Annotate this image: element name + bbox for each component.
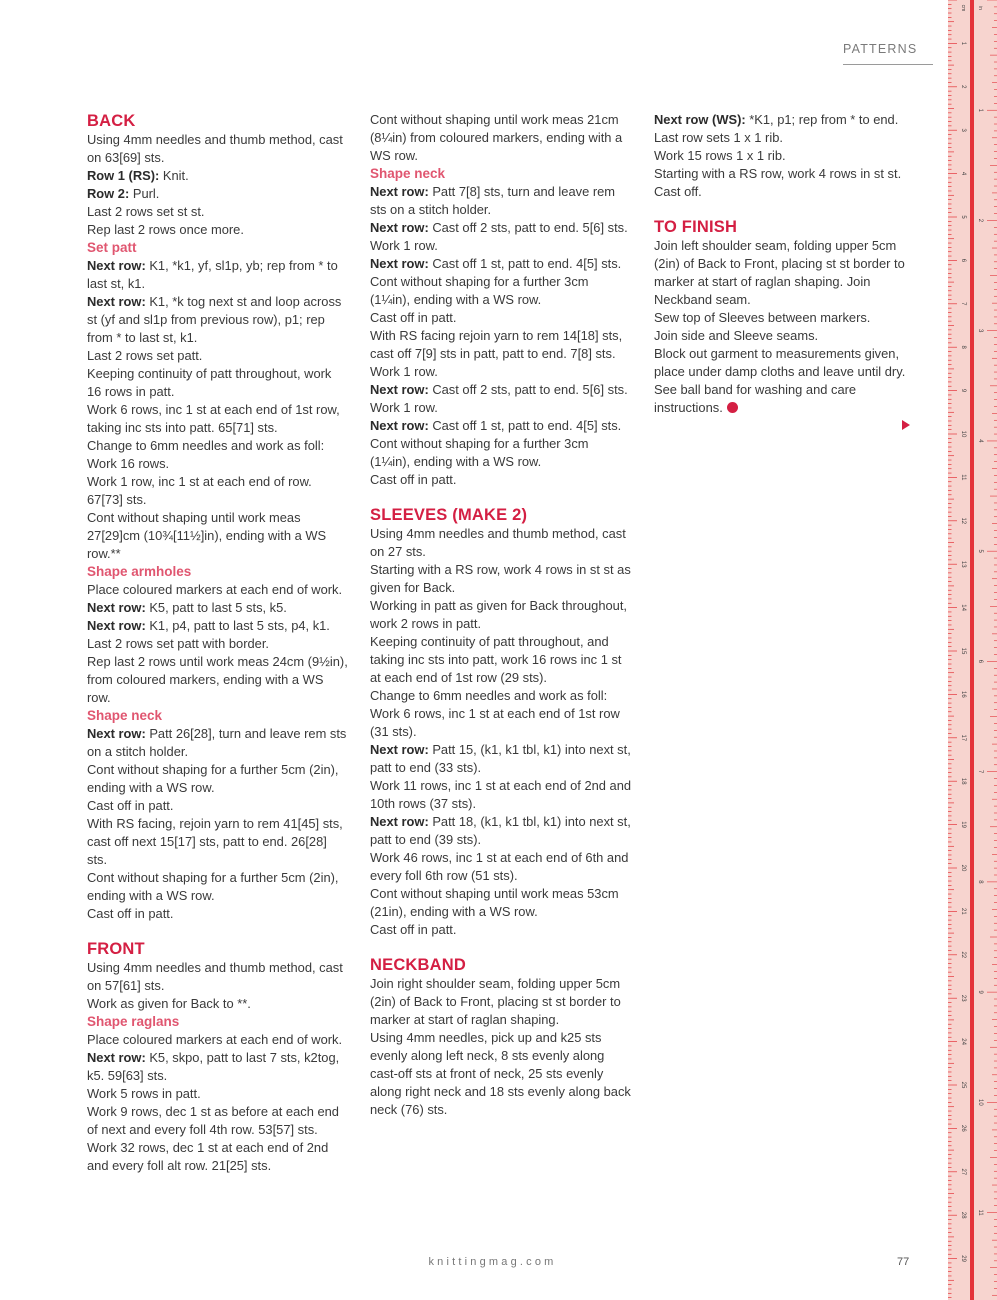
row-label: Next row:	[87, 600, 146, 615]
front-row	[370, 417, 632, 435]
back-text: Change to 6mm needles and work as foll:	[87, 438, 325, 453]
ruler-cm-label: 19	[960, 821, 966, 828]
back-text: With RS facing, rejoin yarn to rem 41[45] sts, cast off next 15[17] sts, patt to end. 26[28] sts.	[87, 816, 343, 867]
back-text: Cast off in patt.	[87, 798, 174, 813]
back-text: Last 2 rows set patt with border.	[87, 636, 269, 651]
back-text: Cast off in patt.	[87, 906, 174, 921]
ruler-inch-label: 1	[977, 108, 983, 112]
row-text: Cast off 2 sts, patt to end. 5[6] sts.	[428, 220, 628, 235]
row-label: Row 1 (RS):	[87, 168, 160, 183]
ruler-cm-label: 4	[960, 171, 966, 176]
back-text: Work 6 rows, inc 1 st at each end of 1st row, taking inc sts into patt. 65[71] sts.	[87, 402, 340, 435]
ruler-cm-label: 20	[960, 864, 966, 872]
row-text: *K1, p1; rep from * to end.	[745, 112, 899, 127]
row-label: Next row:	[370, 418, 429, 433]
ruler-inch-label: 11	[977, 1209, 983, 1216]
back-heading: BACK	[87, 112, 136, 130]
neckband-text: Join right shoulder seam, folding upper 5cm (2in) of Back to Front, placing st st border to marker at start of raglan shaping.	[370, 976, 621, 1027]
sleeves-heading: SLEEVES (MAKE 2)	[370, 506, 528, 524]
ruler-cm-label: 6	[960, 258, 966, 263]
row-label: Next row (WS):	[654, 112, 746, 127]
ruler-cm-label: 18	[960, 777, 966, 785]
back-text: Cont without shaping for a further 5cm (2in), ending with a WS row.	[87, 762, 339, 795]
ruler-cm-label: 11	[960, 474, 966, 481]
front-text: Work 1 row.	[370, 400, 438, 415]
sleeves-text: Change to 6mm needles and work as foll:	[370, 688, 608, 703]
ruler-cm-label: 2	[960, 85, 966, 89]
shape-raglans-subheading: Shape raglans	[87, 1014, 180, 1029]
ruler-inch-label: 7	[977, 769, 983, 774]
row-text: K5, patt to last 5 sts, k5.	[145, 600, 287, 615]
front-text: Work 5 rows in patt.	[87, 1086, 201, 1101]
ruler-inch-label: 3	[977, 329, 983, 333]
back-text: Work 16 rows.	[87, 456, 170, 471]
front-text: Work 32 rows, dec 1 st at each end of 2nd and every foll alt row. 21[25] sts.	[87, 1140, 329, 1173]
ruler-stripe	[970, 0, 974, 1300]
back-row	[87, 599, 349, 617]
neckband-text: Using 4mm needles, pick up and k25 sts evenly along left neck, 8 sts evenly along cast-off sts at front of neck, 25 sts evenly along right neck and 18 sts evenly along back neck (76) sts.	[370, 1030, 631, 1117]
neckband-text: Starting with a RS row, work 4 rows in st st.	[654, 166, 902, 181]
row-label: Next row:	[87, 726, 146, 741]
ruler-cm-label: 9	[960, 388, 966, 393]
row-label: Next row:	[370, 382, 429, 397]
ruler-cm-label: 7	[960, 302, 966, 306]
finish-text	[654, 345, 916, 417]
row-text: Purl.	[129, 186, 160, 201]
row-text: Cast off 1 st, patt to end. 4[5] sts.	[428, 256, 622, 271]
front-row	[370, 183, 632, 219]
ruler-cm-label: 17	[960, 734, 966, 742]
back-row	[87, 617, 349, 635]
ruler-cm-label: 15	[960, 647, 966, 655]
finish-heading: TO FINISH	[654, 218, 738, 236]
column-2	[370, 111, 632, 1119]
front-text: Cont without shaping until work meas 21cm (8¼in) from coloured markers, ending with a WS row.	[370, 112, 623, 163]
front-text: Work 1 row.	[370, 238, 438, 253]
ruler-cm-label: 26	[960, 1125, 966, 1132]
front-text: With RS facing rejoin yarn to rem 14[18] sts, cast off 7[9] sts in patt, patt to end. 7[8] sts.	[370, 328, 623, 361]
set-patt-subheading: Set patt	[87, 240, 137, 255]
back-text: Work 1 row, inc 1 st at each end of row. 67[73] sts.	[87, 474, 312, 507]
row-text: Cast off 1 st, patt to end. 4[5] sts.	[428, 418, 622, 433]
ruler-cm-label: 10	[960, 430, 966, 438]
back-text: Place coloured markers at each end of work.	[87, 582, 343, 597]
back-row	[87, 167, 349, 185]
ruler-inch-label: 9	[977, 990, 983, 994]
ruler-cm-label: 29	[960, 1255, 966, 1262]
footer-website: knittingmag.com	[428, 1256, 557, 1268]
back-text: Last 2 rows set st st.	[87, 204, 205, 219]
ruler-cm-label: 5	[960, 215, 966, 219]
shape-armholes-subheading: Shape armholes	[87, 564, 192, 579]
sleeves-text: Starting with a RS row, work 4 rows in st st as given for Back.	[370, 562, 631, 595]
row-text: K5, skpo, patt to last 7 sts, k2tog, k5. 59[63] sts.	[87, 1050, 340, 1083]
ruler-inch-label: 10	[977, 1099, 983, 1106]
sleeves-row	[370, 741, 632, 777]
ruler-cm-label: 1	[960, 41, 966, 46]
ruler-cm-label: 24	[960, 1038, 966, 1045]
row-label: Next row:	[370, 220, 429, 235]
row-label: Next row:	[87, 1050, 146, 1065]
front-row	[370, 255, 632, 273]
sleeves-text: Cast off in patt.	[370, 922, 457, 937]
ruler-inch-label: 2	[977, 218, 983, 223]
row-text: K1, *k1, yf, sl1p, yb; rep from * to last st, k1.	[87, 258, 338, 291]
front-text: Using 4mm needles and thumb method, cast on 57[61] sts.	[87, 960, 343, 993]
row-label: Next row:	[87, 294, 146, 309]
sleeves-text: Using 4mm needles and thumb method, cast on 27 sts.	[370, 526, 626, 559]
row-text: Patt 7[8] sts, turn and leave rem sts on a stitch holder.	[370, 184, 616, 217]
ruler-cm-label: 22	[960, 951, 966, 959]
row-text: K1, *k tog next st and loop across st (yf and sl1p from previous row), p1; rep from * to last st, k1.	[87, 294, 342, 345]
sleeves-text: Work 46 rows, inc 1 st at each end of 6th and every foll 6th row (51 sts).	[370, 850, 629, 883]
sleeves-text: Keeping continuity of patt throughout, and taking inc sts into patt, work 16 rows inc 1 st at each end of 1st row (29 sts).	[370, 634, 622, 685]
ruler-cm-unit: cm	[960, 4, 966, 12]
front-text: Work 9 rows, dec 1 st as before at each end of next and every foll 4th row. 53[57] sts.	[87, 1104, 339, 1137]
sleeves-text: Work 11 rows, inc 1 st at each end of 2nd and 10th rows (37 sts).	[370, 778, 632, 811]
neckband-heading: NECKBAND	[370, 956, 467, 974]
finish-last-text: Block out garment to measurements given, place under damp cloths and leave until dry. See ball band for washing and care instructions.	[654, 346, 906, 415]
front-text: Cont without shaping for a further 3cm (1¼in), ending with a WS row.	[370, 274, 589, 307]
ruler-cm-label: 12	[960, 517, 966, 525]
ruler-cm-label: 16	[960, 691, 966, 698]
sleeves-text: Work 6 rows, inc 1 st at each end of 1st row (31 sts).	[370, 706, 620, 739]
ruler-cm-label: 23	[960, 994, 966, 1002]
front-text: Work as given for Back to **.	[87, 996, 251, 1011]
ruler-cm-label: 28	[960, 1211, 966, 1219]
back-row	[87, 293, 349, 347]
row-text: K1, p4, patt to last 5 sts, p4, k1.	[145, 618, 330, 633]
row-text: Knit.	[159, 168, 189, 183]
shape-neck-subheading: Shape neck	[370, 166, 446, 181]
front-heading: FRONT	[87, 940, 145, 958]
finish-text: Join left shoulder seam, folding upper 5cm (2in) of Back to Front, placing st st border to marker at start of raglan shaping. Join Neckband seam.	[654, 238, 905, 307]
ruler	[944, 0, 997, 1300]
page-number: 77	[897, 1256, 910, 1268]
ruler-cm-label: 21	[960, 908, 966, 915]
ruler-cm-label: 14	[960, 604, 966, 611]
row-text: Patt 26[28], turn and leave rem sts on a stitch holder.	[87, 726, 347, 759]
column-1	[87, 111, 349, 1175]
front-text: Place coloured markers at each end of work.	[87, 1032, 343, 1047]
back-text: Last 2 rows set patt.	[87, 348, 203, 363]
section-label: PATTERNS	[843, 42, 933, 65]
ruler-inch-label: 6	[977, 659, 983, 664]
sleeves-text: Cont without shaping until work meas 53cm (21in), ending with a WS row.	[370, 886, 619, 919]
front-row	[87, 1049, 349, 1085]
row-label: Next row:	[370, 184, 429, 199]
ruler-inch-label: 4	[977, 439, 983, 443]
row-label: Next row:	[370, 742, 429, 757]
row-text: Patt 15, (k1, k1 tbl, k1) into next st, patt to end (33 sts).	[370, 742, 631, 775]
row-label: Next row:	[87, 258, 146, 273]
ruler-cm-label: 13	[960, 560, 966, 568]
back-text: Rep last 2 rows once more.	[87, 222, 244, 237]
front-text: Cast off in patt.	[370, 472, 457, 487]
neckband-text: Cast off.	[654, 184, 702, 199]
row-label: Next row:	[370, 256, 429, 271]
row-label: Next row:	[370, 814, 429, 829]
neckband-row	[654, 111, 916, 129]
row-label: Row 2:	[87, 186, 130, 201]
back-text: Rep last 2 rows until work meas 24cm (9½in), from coloured markers, ending with a WS row.	[87, 654, 348, 705]
ruler-cm-label: 3	[960, 128, 966, 132]
ruler-cm-label: 8	[960, 345, 966, 349]
back-row	[87, 185, 349, 203]
sleeves-row	[370, 813, 632, 849]
column-3	[654, 111, 916, 417]
back-text: Keeping continuity of patt throughout, work 16 rows in patt.	[87, 366, 332, 399]
ruler-cm-label: 27	[960, 1168, 966, 1176]
finish-text: Join side and Sleeve seams.	[654, 328, 819, 343]
yarn-ball-icon	[727, 402, 738, 413]
back-text: Cont without shaping until work meas 27[29]cm (10¾[11½]in), ending with a WS row.**	[87, 510, 327, 561]
front-row	[370, 381, 632, 399]
back-row	[87, 257, 349, 293]
finish-text: Sew top of Sleeves between markers.	[654, 310, 871, 325]
row-text: Patt 18, (k1, k1 tbl, k1) into next st, patt to end (39 sts).	[370, 814, 631, 847]
shape-neck-subheading: Shape neck	[87, 708, 163, 723]
ruler-inch-label: 5	[977, 549, 983, 553]
front-text: Cast off in patt.	[370, 310, 457, 325]
row-label: Next row:	[87, 618, 146, 633]
back-text: Cont without shaping for a further 5cm (2in), ending with a WS row.	[87, 870, 339, 903]
ruler-cm-label: 25	[960, 1081, 966, 1089]
ruler-inch-label: 8	[977, 880, 983, 884]
neckband-text: Work 15 rows 1 x 1 rib.	[654, 148, 786, 163]
continue-arrow-icon	[902, 420, 910, 430]
ruler-inch-unit: in	[977, 6, 983, 10]
front-text: Cont without shaping for a further 3cm (1¼in), ending with a WS row.	[370, 436, 589, 469]
row-text: Cast off 2 sts, patt to end. 5[6] sts.	[428, 382, 628, 397]
front-text: Work 1 row.	[370, 364, 438, 379]
back-row	[87, 725, 349, 761]
neckband-text: Last row sets 1 x 1 rib.	[654, 130, 783, 145]
sleeves-text: Working in patt as given for Back throughout, work 2 rows in patt.	[370, 598, 628, 631]
front-row	[370, 219, 632, 237]
back-text: Using 4mm needles and thumb method, cast on 63[69] sts.	[87, 132, 343, 165]
